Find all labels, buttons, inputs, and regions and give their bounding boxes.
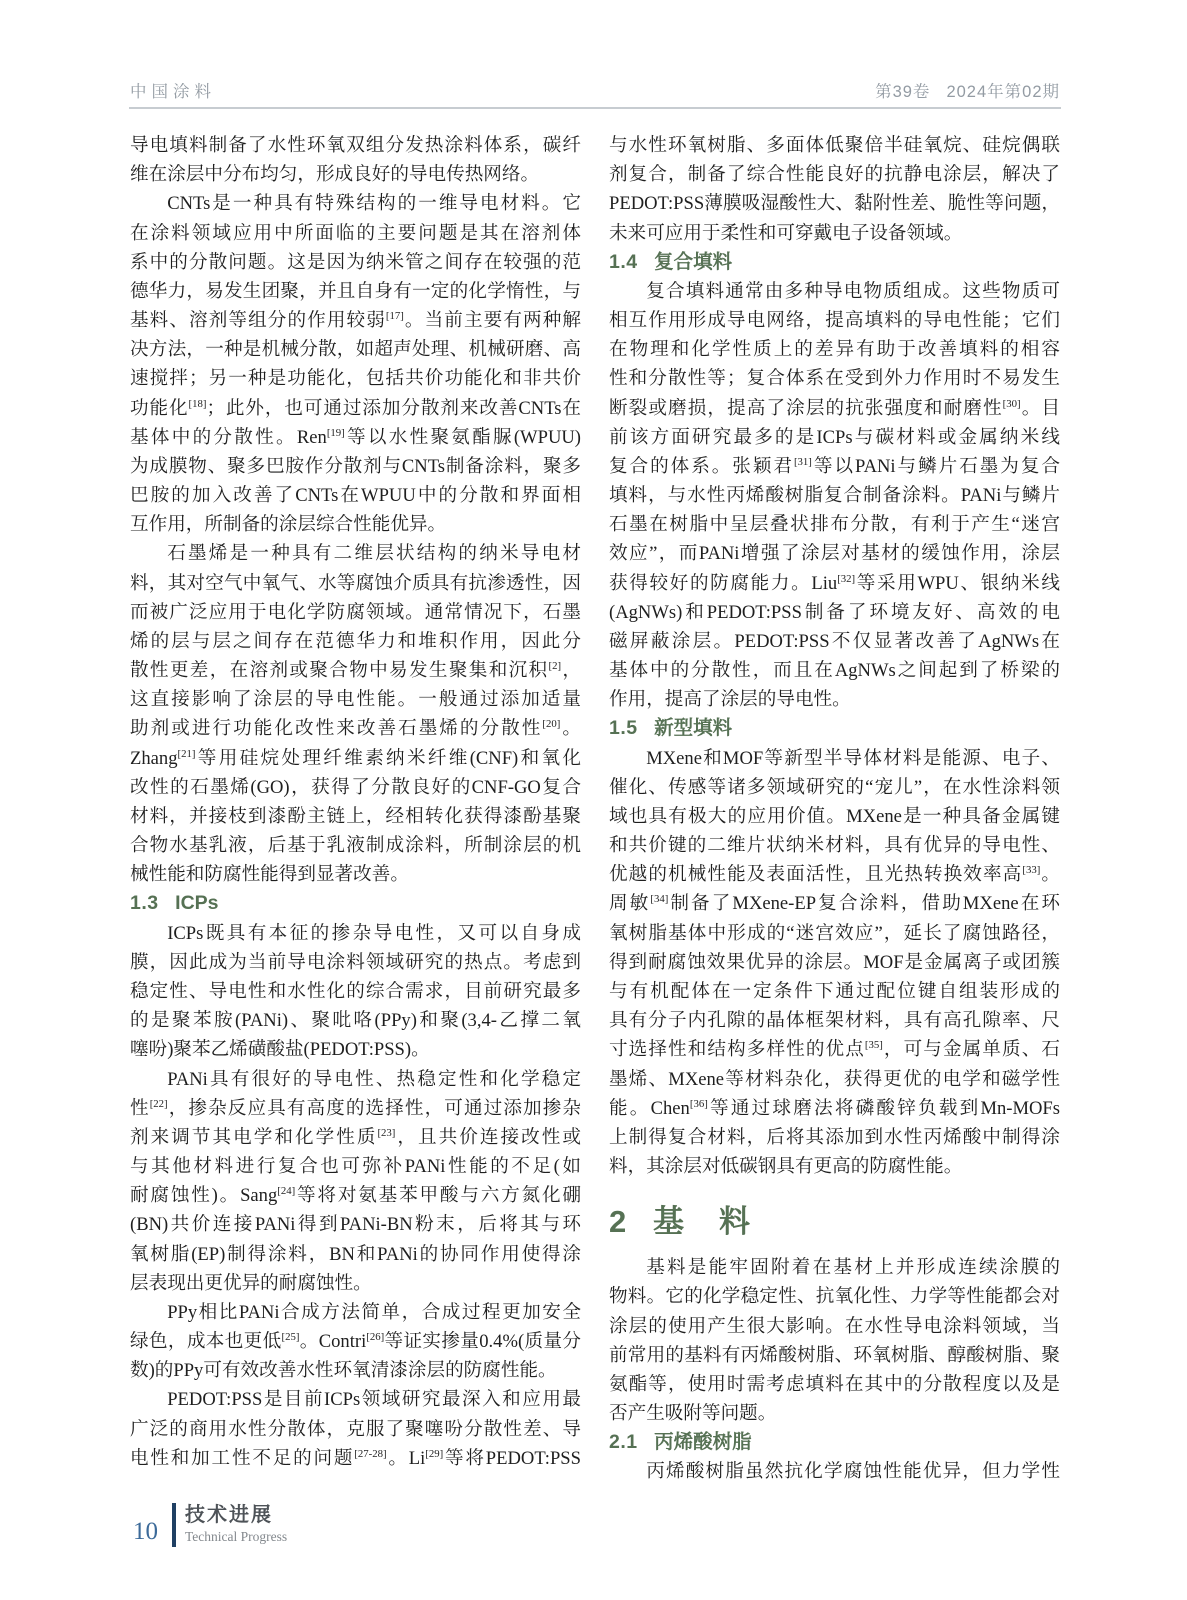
text-line: 磁屏蔽涂层。PEDOT:PSS不仅显著改善了AgNWs在 [609, 630, 1060, 652]
text-line: 基体中的分散性，而且在AgNWs之间起到了桥梁的 [609, 660, 1060, 682]
text-line: 稳定性、导电性和水性化的综合需求，目前研究最多 [130, 980, 581, 1002]
text-line: 未来可应用于柔性和可穿戴电子设备领域。 [609, 222, 963, 244]
text-line: PANi具有很好的导电性、热稳定性和化学稳定 [167, 1068, 581, 1090]
text-line: 速搅拌；另一种是功能化，包括共价功能化和非共价 [130, 368, 581, 390]
text-line: 助剂或进行功能化改性来改善石墨烯的分散性[20]。 [130, 718, 581, 740]
text-line: 互作用，所制备的涂层综合性能优异。 [130, 514, 447, 536]
text-line: 噻吩)聚苯乙烯磺酸盐(PEDOT:PSS)。 [130, 1039, 430, 1061]
right-text-column [609, 131, 1060, 1487]
text-line: 数)的PPy可有效改善水性环氧清漆涂层的防腐性能。 [130, 1360, 557, 1382]
left-text-column [130, 131, 581, 1473]
text-line: 巴胺的加入改善了CNTs在WPUU中的分散和界面相 [130, 485, 581, 507]
text-line: 氧树脂基体中形成的“迷宫效应”，延长了腐蚀路径， [609, 922, 1060, 944]
heading-number: 1.4 [609, 250, 638, 273]
text-line: 性[22]，掺杂反应具有高度的选择性，可通过添加掺杂 [130, 1097, 581, 1119]
heading-title: 新型填料 [654, 717, 733, 740]
text-line: 石墨在树脂中呈层叠状排布分散，有利于产生“迷宫 [609, 514, 1060, 536]
text-line: 物料。它的化学稳定性、抗氧化性、力学等性能都会对 [609, 1286, 1060, 1308]
heading-number: 1.3 [130, 892, 159, 915]
text-line: 否产生吸附等问题。 [609, 1403, 777, 1425]
text-line: 维在涂层中分布均匀，形成良好的导电传热网络。 [130, 164, 540, 186]
heading-number: 2.1 [609, 1431, 638, 1454]
text-line: 这直接影响了涂层的导电性能。一般通过添加适量 [130, 689, 581, 711]
text-line: 为成膜物、聚多巴胺作分散剂与CNTs制备涂料，聚多 [130, 455, 581, 477]
text-line: 基体中的分散性。Ren[19]等以水性聚氨酯脲(WPUU) [130, 426, 581, 448]
text-line: 性和分散性等；复合体系在受到外力作用时不易发生 [609, 368, 1060, 390]
text-line: 剂来调节其电学和化学性质[23]，且共价连接改性或 [130, 1126, 581, 1148]
text-line: 的是聚苯胺(PANi)、聚吡咯(PPy)和聚(3,4-乙撑二氧 [130, 1010, 581, 1032]
heading-title: 基 料 [653, 1204, 753, 1240]
text-line: 复合的体系。张颖君[31]等以PANi与鳞片石墨为复合 [609, 455, 1060, 477]
text-line: 广泛的商用水性分散体，克服了聚噻吩分散性差、导 [130, 1418, 581, 1440]
text-line: PEDOT:PSS薄膜吸湿酸性大、黏附性差、脆性等问题， [609, 193, 1060, 215]
text-line: 前该方面研究最多的是ICPs与碳材料或金属纳米线 [609, 426, 1060, 448]
text-line: 寸选择性和结构多样性的优点[35]，可与金属单质、石 [609, 1039, 1060, 1061]
text-line: 散性更差，在溶剂或聚合物中易发生聚集和沉积[2]， [130, 659, 581, 682]
text-line: 周敏[34]制备了MXene-EP复合涂料，借助MXene在环 [609, 893, 1060, 915]
text-line: 决方法，一种是机械分散，如超声处理、机械研磨、高 [130, 339, 581, 361]
footer-divider-bar [172, 1503, 176, 1547]
text-line: 而被广泛应用于电化学防腐领域。通常情况下，石墨 [130, 601, 581, 623]
heading-title: 复合填料 [654, 250, 733, 273]
page-header [130, 78, 1060, 102]
text-line: PEDOT:PSS是目前ICPs领域研究最深入和应用最 [167, 1389, 581, 1411]
text-line: 合物水基乳液，后基于乳液制成涂料，所制涂层的机 [130, 835, 581, 857]
text-line: 导电填料制备了水性环氧双组分发热涂料体系，碳纤 [130, 135, 581, 156]
text-line: 德华力，易发生团聚，并且自身有一定的化学惰性，与 [130, 280, 581, 302]
text-line: 相互作用形成导电网络，提高填料的导电性能；它们 [609, 310, 1060, 332]
volume-issue-info [875, 78, 1060, 102]
header-divider [129, 107, 1061, 109]
text-line: 前常用的基料有丙烯酸树脂、环氧树脂、醇酸树脂、聚 [609, 1344, 1060, 1366]
page-number: 10 [133, 1518, 158, 1545]
text-line: 上制得复合材料，后将其添加到水性丙烯酸中制得涂 [609, 1126, 1060, 1148]
text-line: 能。Chen[36]等通过球磨法将磷酸锌负载到Mn-MOFs [609, 1097, 1061, 1119]
text-line: 料，其涂层对低碳钢具有更高的防腐性能。 [609, 1156, 963, 1178]
text-line: 填料，与水性丙烯酸树脂复合制备涂料。PANi与鳞片 [609, 485, 1060, 507]
text-line: 剂复合，制备了综合性能良好的抗静电涂层，解决了 [609, 164, 1060, 186]
text-line: 氧树脂(EP)制得涂料，BN和PANi的协同作用使得涂 [130, 1243, 581, 1265]
text-line: 和共价键的二维片状纳米材料，具有优异的导电性、 [609, 835, 1060, 857]
text-line: 丙烯酸树脂虽然抗化学腐蚀性能优异，但力学性 [646, 1461, 1060, 1483]
text-line: 域也具有极大的应用价值。MXene是一种具备金属键 [609, 805, 1060, 827]
text-line: 械性能和防腐性能得到显著改善。 [130, 864, 409, 886]
text-line: 与有机配体在一定条件下通过配位键自组装形成的 [609, 980, 1060, 1002]
text-line: CNTs是一种具有特殊结构的一维导电材料。它 [167, 193, 581, 215]
text-line: (AgNWs)和PEDOT:PSS制备了环境友好、高效的电 [609, 601, 1060, 623]
text-line: 电性和加工性不足的问题[27-28]。Li[29]等将PEDOT:PSS [130, 1447, 581, 1469]
text-line: 系中的分散问题。这是因为纳米管之间存在较强的范 [130, 251, 581, 273]
text-line: 优越的机械性能及表面活性，且光热转换效率高[33]。 [609, 864, 1060, 886]
text-line: 氨酯等，使用时需考虑填料在其中的分散程度以及是 [609, 1373, 1060, 1395]
text-line: (BN)共价连接PANi得到PANi-BN粉末，后将其与环 [130, 1214, 581, 1236]
heading-number: 2 [609, 1204, 629, 1240]
volume-label: 第39卷 [875, 83, 931, 101]
text-line: 膜，因此成为当前导电涂料领域研究的热点。考虑到 [130, 951, 581, 973]
text-line: 料，其对空气中氧气、水等腐蚀介质具有抗渗透性，因 [130, 572, 581, 594]
heading-number: 1.5 [609, 717, 638, 740]
footer-section-cn: 技术进展 [185, 1504, 273, 1526]
text-line: 改性的石墨烯(GO)，获得了分散良好的CNF-GO复合 [130, 776, 581, 798]
text-line: 获得较好的防腐能力。Liu[32]等采用WPU、银纳米线 [609, 572, 1060, 594]
text-line: 复合填料通常由多种导电物质组成。这些物质可 [646, 280, 1060, 302]
heading-title: 丙烯酸树脂 [654, 1431, 752, 1454]
page-footer [133, 1503, 287, 1547]
text-line: 具有分子内孔隙的晶体框架材料，具有高孔隙率、尺 [609, 1010, 1060, 1032]
text-line: ICPs既具有本征的掺杂导电性，又可以自身成 [167, 922, 581, 944]
subsection-heading [609, 714, 1060, 743]
text-line: 在涂料领域应用中所面临的主要问题是其在溶剂体 [130, 222, 581, 244]
text-line: 功能化[18]；此外，也可通过添加分散剂来改善CNTs在 [130, 397, 581, 419]
subsection-heading [130, 889, 581, 918]
text-line: 作用，提高了涂层的导电性。 [609, 689, 851, 711]
text-line: 效应”，而PANi增强了涂层对基材的缓蚀作用，涂层 [609, 543, 1060, 565]
text-line: 耐腐蚀性)。Sang[24]等将对氨基苯甲酸与六方氮化硼 [130, 1185, 581, 1207]
subsection-heading [609, 1428, 1060, 1457]
text-line: 催化、传感等诸多领域研究的“宠儿”，在水性涂料领 [609, 776, 1060, 798]
text-line: 断裂或磨损，提高了涂层的抗张强度和耐磨性[30]。目 [609, 397, 1060, 419]
text-line: 与其他材料进行复合也可弥补PANi性能的不足(如 [130, 1156, 581, 1178]
text-line: 基料、溶剂等组分的作用较弱[17]。当前主要有两种解 [130, 309, 581, 332]
journal-name: 中国涂料 [130, 83, 216, 101]
subsection-heading [609, 248, 1060, 277]
text-line: 石墨烯是一种具有二维层状结构的纳米导电材 [167, 543, 581, 565]
text-line: 与水性环氧树脂、多面体低聚倍半硅氧烷、硅烷偶联 [609, 135, 1060, 156]
text-line: 墨烯、MXene等材料杂化，获得更优的电学和磁学性 [609, 1068, 1060, 1090]
heading-title: ICPs [175, 892, 219, 915]
text-line: 涂层的使用产生很大影响。在水性导电涂料领域，当 [609, 1315, 1060, 1337]
text-line: 烯的层与层之间存在范德华力和堆积作用，因此分 [130, 630, 581, 652]
text-line: MXene和MOF等新型半导体材料是能源、电子、 [646, 747, 1060, 769]
text-line: 材料，并接枝到漆酚主链上，经相转化获得漆酚基聚 [130, 805, 581, 827]
text-line: 层表现出更优异的耐腐蚀性。 [130, 1272, 372, 1294]
issue-label: 2024年第02期 [946, 83, 1060, 101]
footer-section-en: Technical Progress [185, 1529, 288, 1545]
text-line: 在物理和化学性质上的差异有助于改善填料的相容 [609, 339, 1060, 361]
footer-section-labels [185, 1503, 287, 1547]
text-line: PPy相比PANi合成方法简单，合成过程更加安全 [167, 1301, 581, 1323]
text-line: Zhang[21]等用硅烷处理纤维素纳米纤维(CNF)和氧化 [130, 747, 581, 769]
section-heading [609, 1181, 1060, 1253]
text-line: 绿色，成本也更低[25]。Contri[26]等证实掺量0.4%(质量分 [130, 1330, 581, 1353]
text-line: 基料是能牢固附着在基材上并形成连续涂膜的 [646, 1257, 1060, 1279]
text-line: 得到耐腐蚀效果优异的涂层。MOF是金属离子或团簇 [609, 951, 1060, 973]
